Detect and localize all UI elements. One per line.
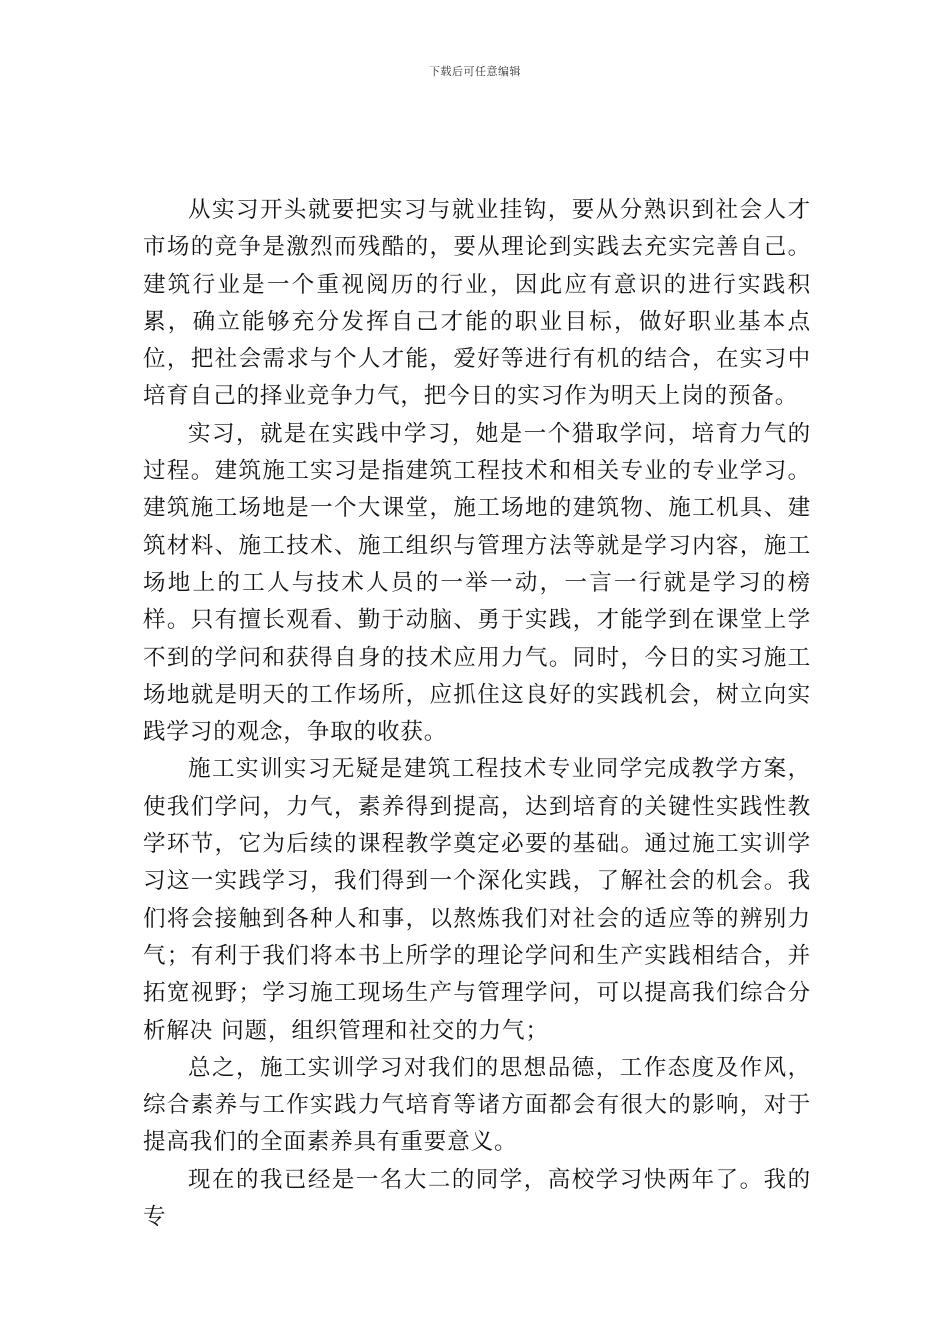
document-body [143,192,811,1236]
paragraph: 施工实训实习无疑是建筑工程技术专业同学完成教学方案，使我们学问，力气，素养得到提高，达到培育的关键性实践性教学环节，它为后续的课程教学奠定必要的基础。通过施工实训学习这一实践学习，我们得到一个深化实践，了解社会的机会。我们将会接触到各种人和事，以熬炼我们对社会的适应等的辨别力气；有利于我们将本书上所学的理论学问和生产实践相结合，并拓宽视野；学习施工现场生产与管理学问，可以提高我们综合分析解决 问题，组织管理和社交的力气； [143,756,811,1044]
paragraph: 从实习开头就要把实习与就业挂钩，要从分熟识到社会人才市场的竞争是激烈而残酷的，要从理论到实践去充实完善自己。建筑行业是一个重视阅历的行业，因此应有意识的进行实践积累，确立能够充分发挥自己才能的职业目标，做好职业基本点位，把社会需求与个人才能，爱好等进行有机的结合，在实习中培育自己的择业竞争力气，把今日的实习作为明天上岗的预备。 [143,197,811,410]
paragraph: 实习，就是在实践中学习，她是一个猎取学问，培育力气的过程。建筑施工实习是指建筑工程技术和相关专业的专业学习。建筑施工场地是一个大课堂，施工场地的建筑物、施工机具、建筑材料、施工技术、施工组织与管理方法等就是学习内容，施工场地上的工人与技术人员的一举一动，一言一行就是学习的榜样。只有擅长观看、勤于动脑、勇于实践，才能学到在课堂上学不到的学问和获得自身的技术应用力气。同时，今日的实习施工场地就是明天的工作场所，应抓住这良好的实践机会，树立向实践学习的观念，争取的收获。 [143,420,811,746]
page-header: 下载后可任意编辑 [429,65,521,78]
paragraph: 总之，施工实训学习对我们的思想品德，工作态度及作风，综合素养与工作实践力气培育等诸方面都会有很大的影响，对于提高我们的全面素养具有重要意义。 [143,1054,811,1156]
paragraph: 现在的我已经是一名大二的同学，高校学习快两年了。我的专 [143,1166,811,1231]
